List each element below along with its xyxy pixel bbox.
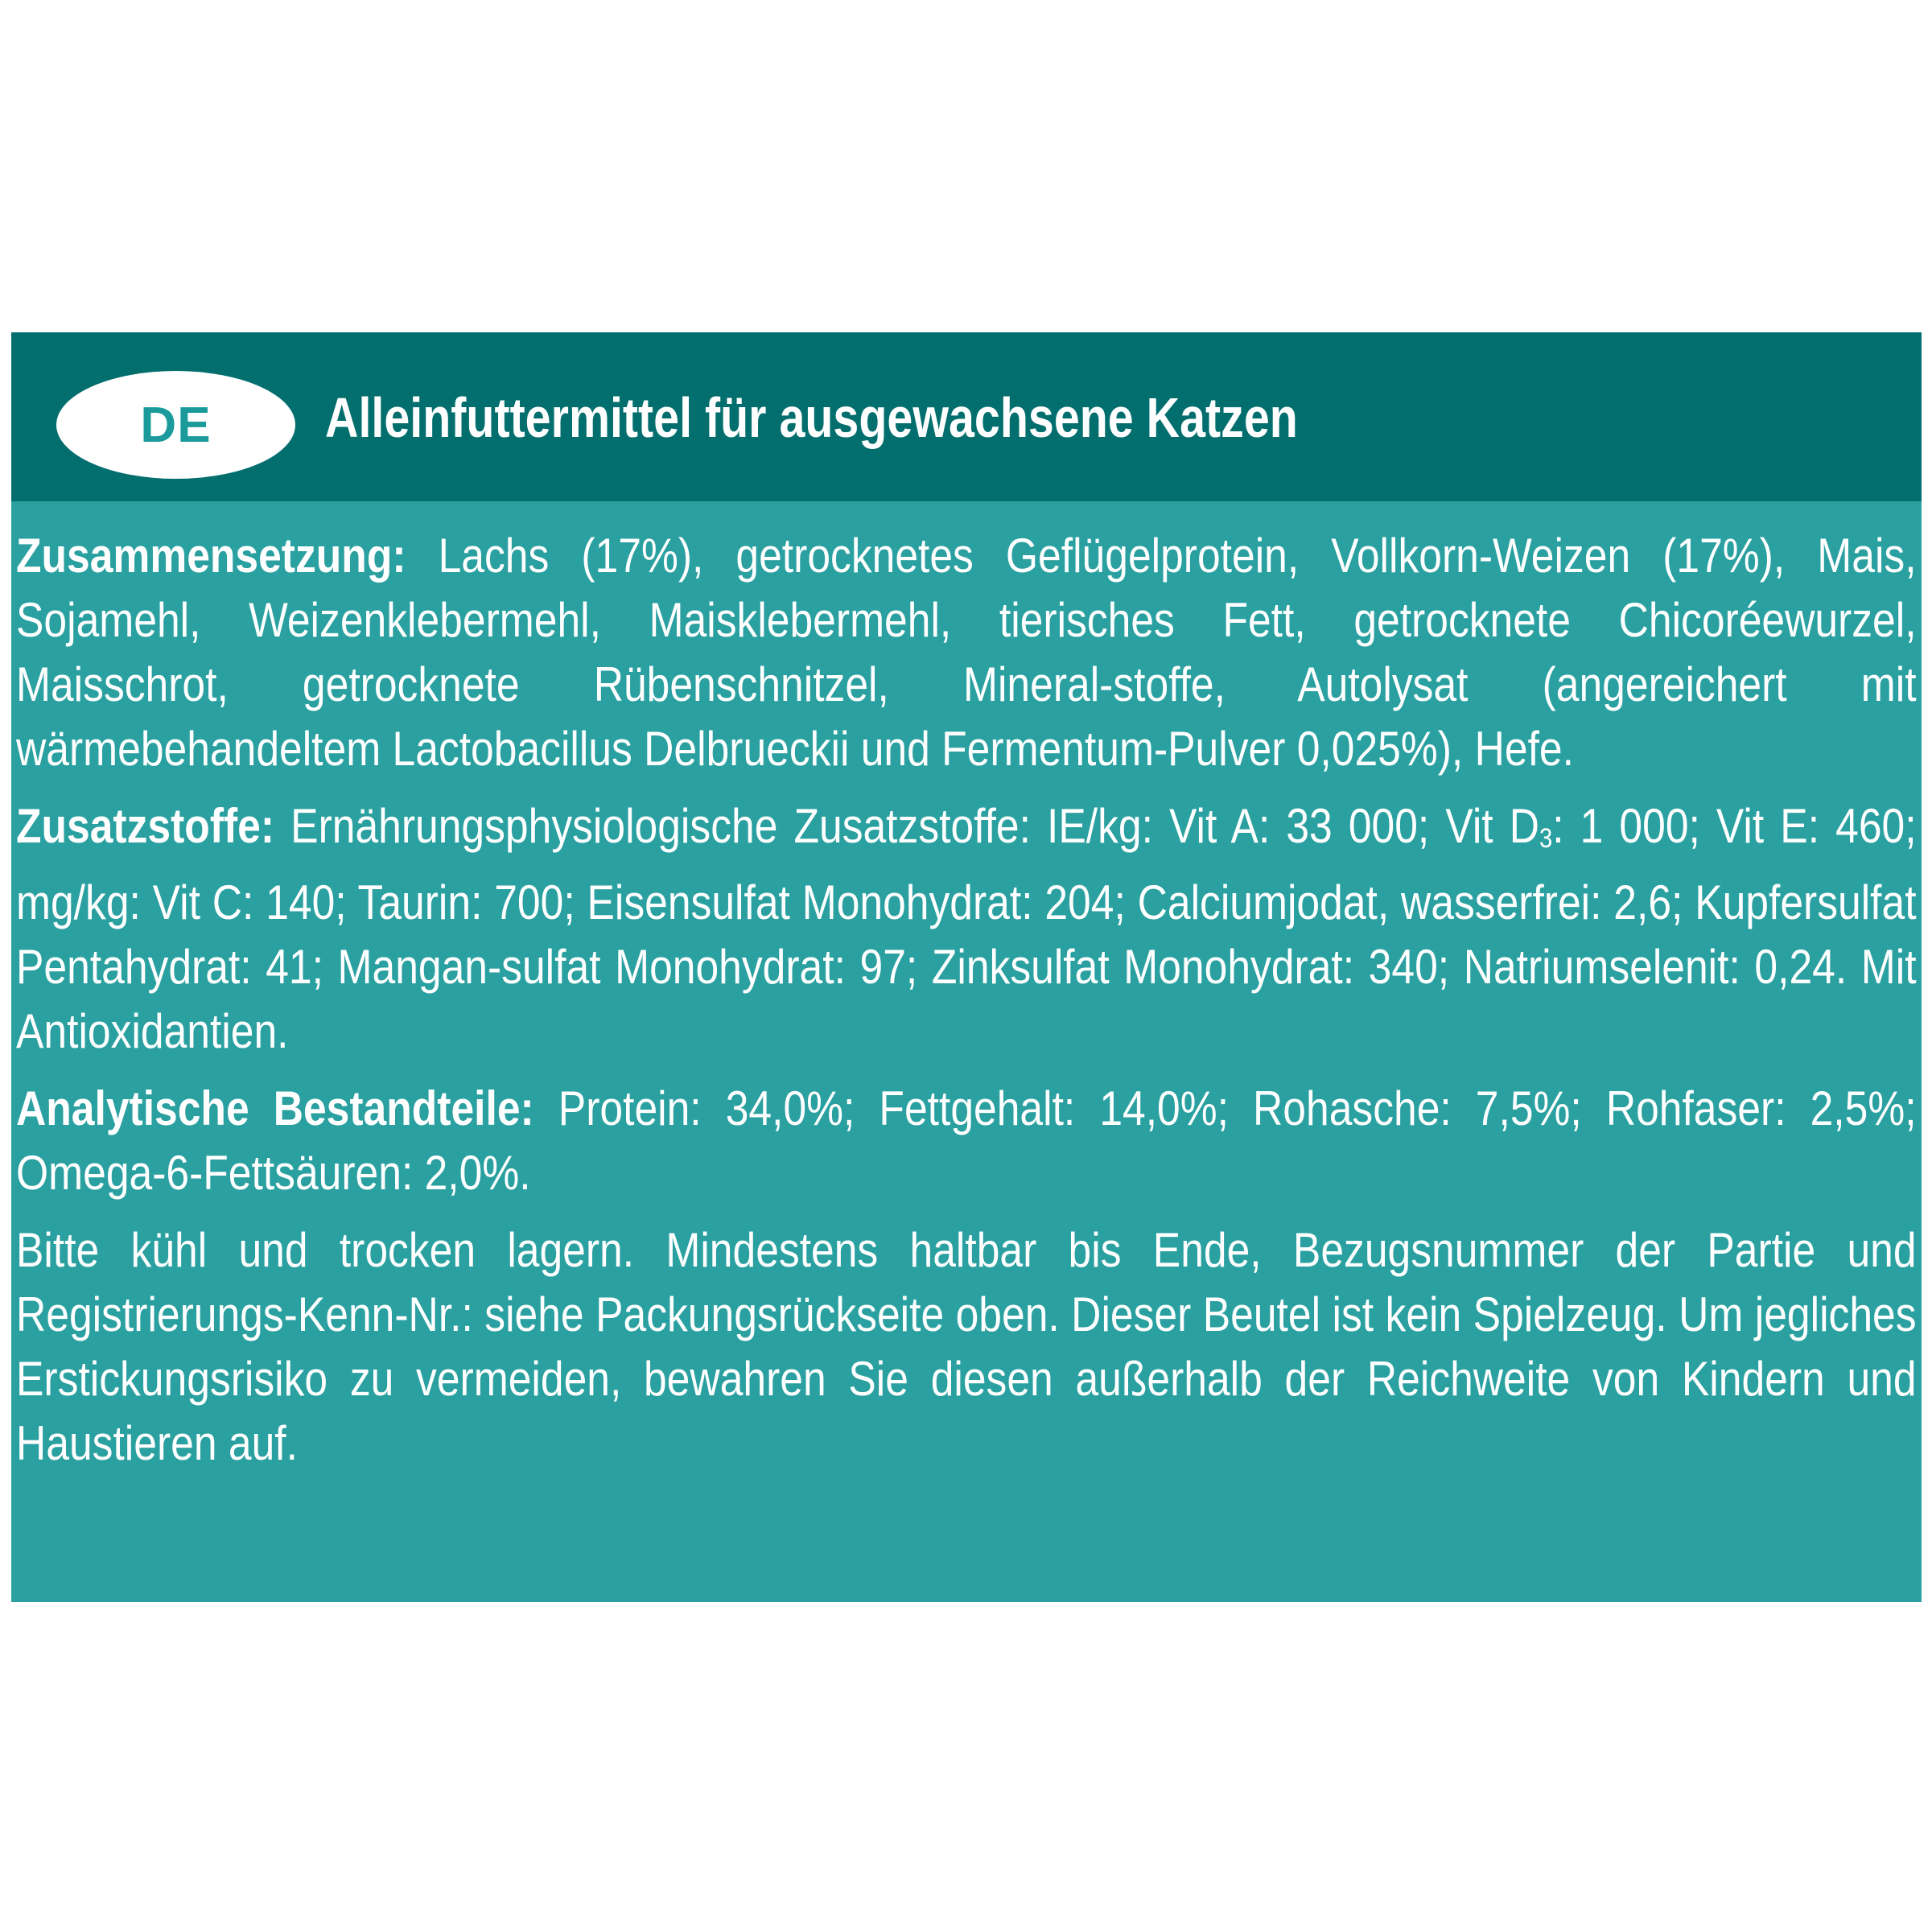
additives-text-part1: Ernährungsphysiologische Zusatzstoffe: IE/kg: Vit A: 33 000; Vit D bbox=[274, 799, 1539, 853]
composition-heading: Zusammensetzung: bbox=[16, 529, 406, 583]
analysis-text: Protein: 34,0%; Fettgehalt: 14,0%; Rohasche: 7,5%; Rohfaser: 2,5%; Omega-6-Fettsäuren: 2,0%. bbox=[16, 1081, 1917, 1200]
additives-text-part2: : 1 000; Vit E: 460; mg/kg: Vit C: 140; Taurin: 700; Eisensulfat Monohydrat: 204; Calciumjodat, wasserfrei: 2,6; Kupfersulfat Pentahydrat: 41; Mangan-sulfat Monohydrat: 97; Zinksulfat Monohydrat: 340; Natriumselenit: 0,24. Mit Antioxidantien. bbox=[16, 799, 1917, 1058]
language-badge: DE bbox=[56, 371, 295, 479]
analysis-heading: Analytische Bestandteile: bbox=[16, 1081, 534, 1135]
composition-paragraph bbox=[16, 524, 1917, 781]
additives-heading: Zusatzstoffe: bbox=[16, 799, 275, 853]
composition-text: Lachs (17%), getrocknetes Geflügelprotein, Vollkorn-Weizen (17%), Mais, Sojamehl, Weizenklebermehl, Maisklebermehl, tierisches Fett, getrocknete Chicoréewurzel, Maisschrot, getrocknete Rübenschnitzel, Mineral-stoffe, Autolysat (angereichert mit wärmebehandeltem Lactobacillus Delbrueckii und Fermentum-Pulver 0,025%), Hefe. bbox=[16, 529, 1917, 776]
analysis-paragraph bbox=[16, 1077, 1917, 1205]
additives-paragraph bbox=[16, 794, 1917, 1064]
label-header bbox=[11, 332, 1922, 501]
label-body bbox=[16, 524, 1917, 1489]
storage-paragraph bbox=[16, 1218, 1917, 1476]
product-title: Alleinfuttermittel für ausgewachsene Katzen bbox=[325, 386, 1298, 449]
product-info-label bbox=[11, 332, 1922, 1602]
storage-text: Bitte kühl und trocken lagern. Mindestens haltbar bis Ende, Bezugsnummer der Partie und Registrierungs-Kenn-Nr.: siehe Packungsrückseite oben. Dieser Beutel ist kein Spielzeug. Um jegliches Erstickungsrisiko zu vermeiden, bewahren Sie diesen außerhalb der Reichweite von Kindern und Haustieren auf. bbox=[16, 1223, 1917, 1470]
vitamin-d-subscript: 3 bbox=[1539, 823, 1553, 854]
